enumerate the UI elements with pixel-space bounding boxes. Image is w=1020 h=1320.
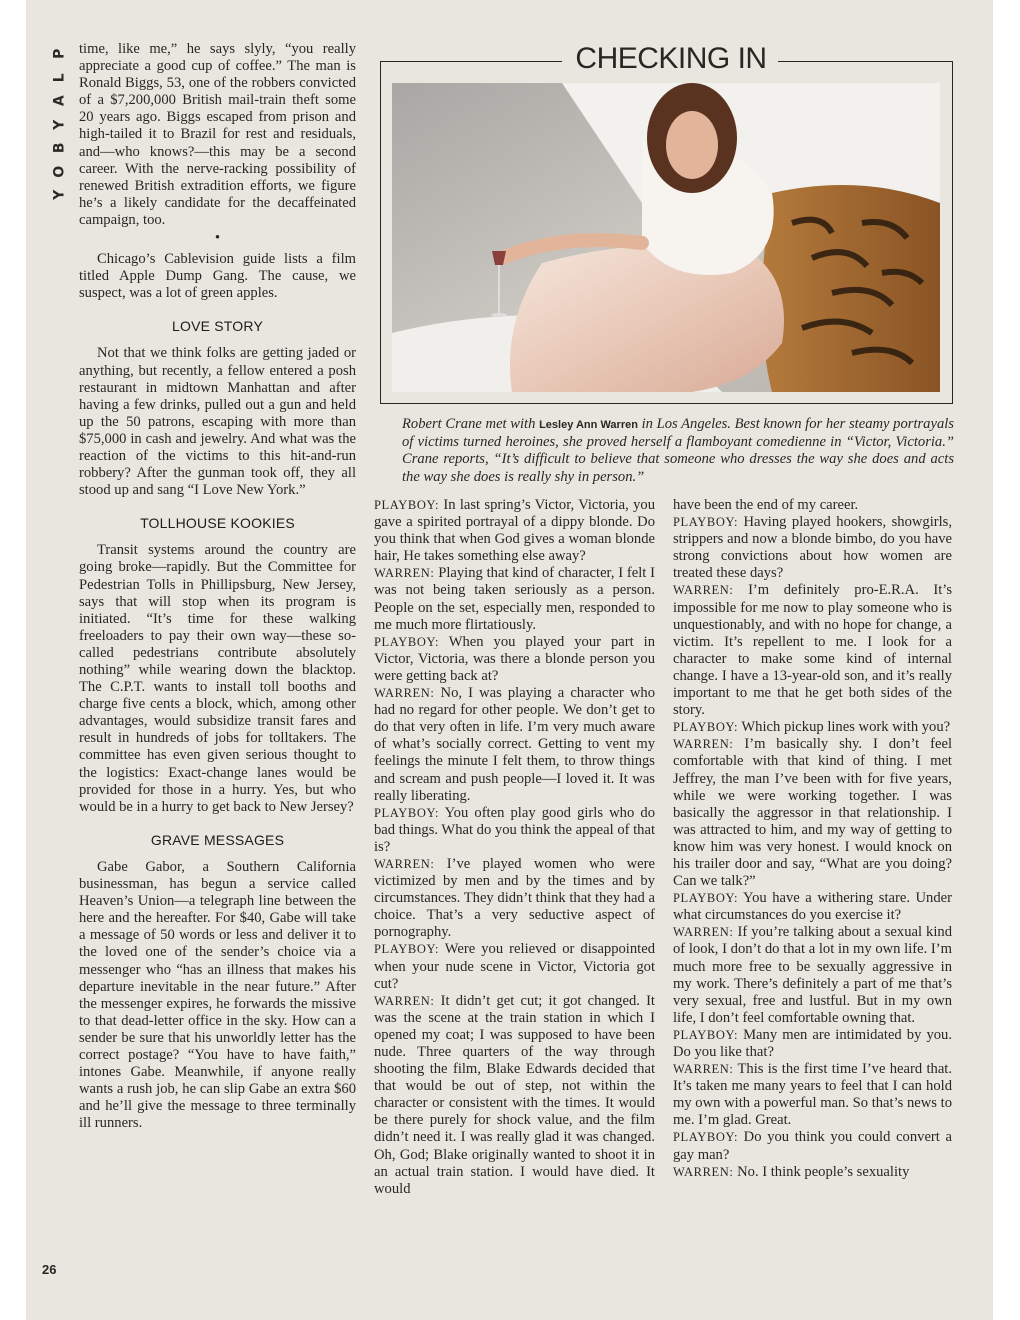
magazine-name-vertical bbox=[48, 42, 72, 207]
interview-paragraph bbox=[374, 993, 655, 1198]
love-story-body: Not that we think folks are getting jaded or anything, but recently, a fellow entered a posh restaurant in midtown Manhattan and after having a few drinks, pulled out a gun and held up the 50 patrons, escaping with more than $75,000 in cash and jewelry. And what was the reaction of the victims to this hit-and-run robbery? After the gunman took off, they all stood up and sang “I Love New York.” bbox=[79, 345, 356, 499]
interview-text: If you’re talking about a sexual kind of look, I don’t do that a lot in my own life. I’m much more free to be sexually aggressive in my work. There’s definitely a part of me that’s very sexual, free and lustful. But in my own life, I don’t feel comfortable owning that. bbox=[673, 924, 952, 1026]
section-heading-tollhouse-kookies: TOLLHOUSE KOOKIES bbox=[140, 515, 295, 532]
interview-text: I’m basically shy. I don’t feel comfortable with that kind of thing. I met Jeffrey, the man I’ve been with for five years, while we were working together. I was basically the aggressor in that relationship. I was attracted to him, and my way of getting to know him was very honest. I would knock on his trailer door and say, “What are you doing? Can we talk?” bbox=[673, 736, 952, 890]
interview-text: This is the first time I’ve heard that. It’s taken me many years to feel that I can hold my own with a powerful man. So that’s news to me. I’m glad. Great. bbox=[673, 1061, 952, 1129]
speaker-label: WARREN: bbox=[374, 993, 435, 1008]
interview-paragraph bbox=[673, 719, 952, 736]
speaker-label: PLAYBOY: bbox=[374, 942, 440, 957]
interview-paragraph bbox=[673, 582, 952, 719]
magazine-name-letter: O bbox=[51, 165, 68, 178]
section-heading-grave-messages: GRAVE MESSAGES bbox=[150, 831, 285, 848]
portrait-illustration bbox=[392, 83, 940, 392]
magazine-name-letter: B bbox=[51, 142, 68, 154]
interview-paragraph bbox=[374, 565, 655, 633]
interview-column-right bbox=[673, 497, 952, 1181]
interview-paragraph bbox=[374, 634, 655, 685]
interview-paragraph bbox=[374, 941, 655, 992]
magazine-name-letter: A bbox=[51, 95, 68, 107]
portrait-photo bbox=[392, 83, 940, 392]
grave-messages-body: Gabe Gabor, a Southern California businessman, has begun a service called Heaven’s Union—a telegraph line between the here and the hereafter. For $40, Gabe will take a message of 50 words or less and deliver it to the loved one of the sender’s choice via a messenger who “has an illness that makes his departure inevitable in the near future.” After the messenger expires, he forwards the missive to that dead-letter office in the sky. How can a sender be sure that his unworldly letter has the correct postage? “You have to have faith,” intones Gabe. Meanwhile, if anyone really wants a rush job, he can slip Gabe an extra $60 and he’ll give the message to three terminally ill runners. bbox=[79, 858, 356, 1132]
interview-text: In last spring’s Victor, Victoria, you gave a spirited portrayal of a dippy blonde. Do you think that when God gives a woman blonde hair, He takes something else away? bbox=[374, 497, 655, 565]
speaker-label: WARREN: bbox=[374, 686, 435, 701]
interview-column-middle bbox=[374, 497, 655, 1198]
speaker-label: PLAYBOY: bbox=[673, 515, 739, 530]
interview-paragraph bbox=[673, 497, 952, 514]
speaker-label: WARREN: bbox=[374, 566, 435, 581]
interview-text: Playing that kind of character, I felt I was not being taken seriously as a person. People on the set, especially men, responded to me much more flirtatiously. bbox=[374, 565, 655, 633]
interview-text: Do you think you could convert a gay man? bbox=[673, 1129, 952, 1163]
interview-paragraph bbox=[673, 1129, 952, 1163]
interview-text: Having played hookers, showgirls, strippers and now a blonde bimbo, do you have strong convictions about how women are treated these days? bbox=[673, 514, 952, 582]
caption-text-b: in Los Angeles. Best known for her steamy portrayals of victims turned heroines, she proved herself a flamboyant comedienne in “Victor, Victoria.” Crane reports, “It’s difficult to believe that someone who dresses the way she does and acts the way she does is really shy in person.” bbox=[402, 416, 954, 485]
interview-text: No, I was playing a character who had no regard for other people. We don’t get to do that very often in life. I’m very much aware of what’s socially correct. Getting to vent my feelings the minute I felt them, to throw things and scream and push people—I loved it. It was really liberating. bbox=[374, 685, 655, 804]
interview-paragraph bbox=[673, 1164, 952, 1181]
speaker-label: WARREN: bbox=[673, 1164, 734, 1179]
interview-paragraph bbox=[673, 924, 952, 1027]
interview-paragraph bbox=[374, 856, 655, 941]
speaker-label: PLAYBOY: bbox=[374, 805, 440, 820]
caption-name: Lesley Ann Warren bbox=[539, 419, 638, 431]
speaker-label: PLAYBOY: bbox=[673, 1130, 739, 1145]
interview-paragraph bbox=[673, 736, 952, 890]
speaker-label: WARREN: bbox=[673, 925, 734, 940]
interview-paragraph bbox=[374, 497, 655, 565]
interview-paragraph bbox=[673, 890, 952, 924]
interview-text: When you played your part in Victor, Victoria, was there a blonde person you were getting back at? bbox=[374, 633, 655, 684]
intro-paragraph: time, like me,” he says slyly, “you really appreciate a good cup of coffee.” The man is Ronald Biggs, 53, one of the robbers convicted of a $7,200,000 British mail-train theft some 20 years ago. Biggs escaped from prison and high-tailed it to Brazil for rest and residuals, and—who knows?—this may be a second career. With the nerve-racking possibility of renewed British extradition efforts, we figure he’s a likely candidate for the decaffeinated campaign, too. bbox=[79, 41, 356, 228]
interview-paragraph bbox=[673, 1027, 952, 1061]
interview-paragraph bbox=[374, 805, 655, 856]
interview-text: You have a withering stare. Under what circumstances do you exercise it? bbox=[673, 890, 952, 924]
interview-text: Many men are intimidated by you. Do you like that? bbox=[673, 1026, 952, 1060]
interview-text: I’m definitely pro-E.R.A. It’s impossible for me now to play someone who is unquestionably, and with no hope for change, a victim. It’s repellent to me. I look for a character to make some kind of internal change. I have a 13-year-old son, and it’s really important to me that he get both sides of the story. bbox=[673, 582, 952, 719]
magazine-name-letter: Y bbox=[51, 189, 68, 200]
interview-text: You often play good girls who do bad things. What do you think the appeal of that is? bbox=[374, 804, 656, 855]
magazine-name-letter: L bbox=[51, 72, 68, 82]
separator-bullet: • bbox=[214, 230, 221, 247]
speaker-label: WARREN: bbox=[673, 583, 734, 598]
caption-text-a: Robert Crane met with bbox=[402, 416, 540, 432]
magazine-name-letter: P bbox=[51, 48, 68, 59]
interview-text: No. I think people’s sexuality bbox=[733, 1163, 910, 1180]
speaker-label: PLAYBOY: bbox=[673, 891, 739, 906]
speaker-label: PLAYBOY: bbox=[673, 720, 739, 735]
speaker-label: WARREN: bbox=[673, 1062, 734, 1077]
section-heading-love-story: LOVE STORY bbox=[172, 318, 263, 335]
speaker-label: WARREN: bbox=[374, 856, 435, 871]
interview-text: Were you relieved or disappointed when your nude scene in Victor, Victoria got cut? bbox=[374, 941, 655, 992]
tollhouse-body: Transit systems around the country are going broke—rapidly. But the Committee for Pedestrian Tolls in Phillipsburg, New Jersey, says that will stop when its program is initiated. “It’s time for these walking freeloaders to pay their own way—these so-called pedestrians contribute absolutely nothing” while wearing down the blacktop. The C.P.T. wants to install toll booths and charge five cents a block, which, among other advantages, would subsidize transit fares and result in hundreds of jobs for tolltakers. The committee has even given serious thought to the logistics: Exact-change lanes would be provided for those in a hurry. Yes, but who would be in a hurry to get back to New Jersey? bbox=[79, 542, 356, 815]
interview-paragraph bbox=[673, 1061, 952, 1129]
speaker-label: PLAYBOY: bbox=[374, 498, 440, 512]
speaker-label: PLAYBOY: bbox=[374, 634, 440, 649]
interview-paragraph bbox=[374, 685, 655, 805]
speaker-label: PLAYBOY: bbox=[673, 1027, 739, 1042]
left-column bbox=[79, 41, 356, 1132]
section-title-checking-in: CHECKING IN bbox=[575, 42, 767, 75]
interview-text: I’ve played women who were victimized by men and by the times and by circumstances. They didn’t think that they had a choice. That’s a very seductive aspect of pornography. bbox=[374, 855, 655, 941]
photo-caption bbox=[402, 416, 954, 486]
interview-text: Which pickup lines work with you? bbox=[738, 719, 951, 736]
interview-paragraph bbox=[673, 514, 952, 582]
speaker-label: WARREN: bbox=[673, 737, 734, 752]
interview-text: have been the end of my career. bbox=[673, 497, 859, 513]
apple-paragraph: Chicago’s Cablevision guide lists a film titled Apple Dump Gang. The cause, we suspect, was a lot of green apples. bbox=[79, 251, 356, 302]
interview-text: It didn’t get cut; it got changed. It was the scene at the train station in which I opened my coat; I was supposed to have been nude. Three quarters of the way through shooting the film, Blake Edwards decided that that would be out of step, not within the character or consistent with the times. It would be there purely for shock value, and the film didn’t need it. I was really glad it was changed. Oh, God; Blake originally wanted to shoot it in an actual train station. I would have died. It would bbox=[374, 992, 655, 1197]
page-number: 26 bbox=[42, 1262, 57, 1277]
magazine-name-letter: Y bbox=[51, 119, 68, 130]
